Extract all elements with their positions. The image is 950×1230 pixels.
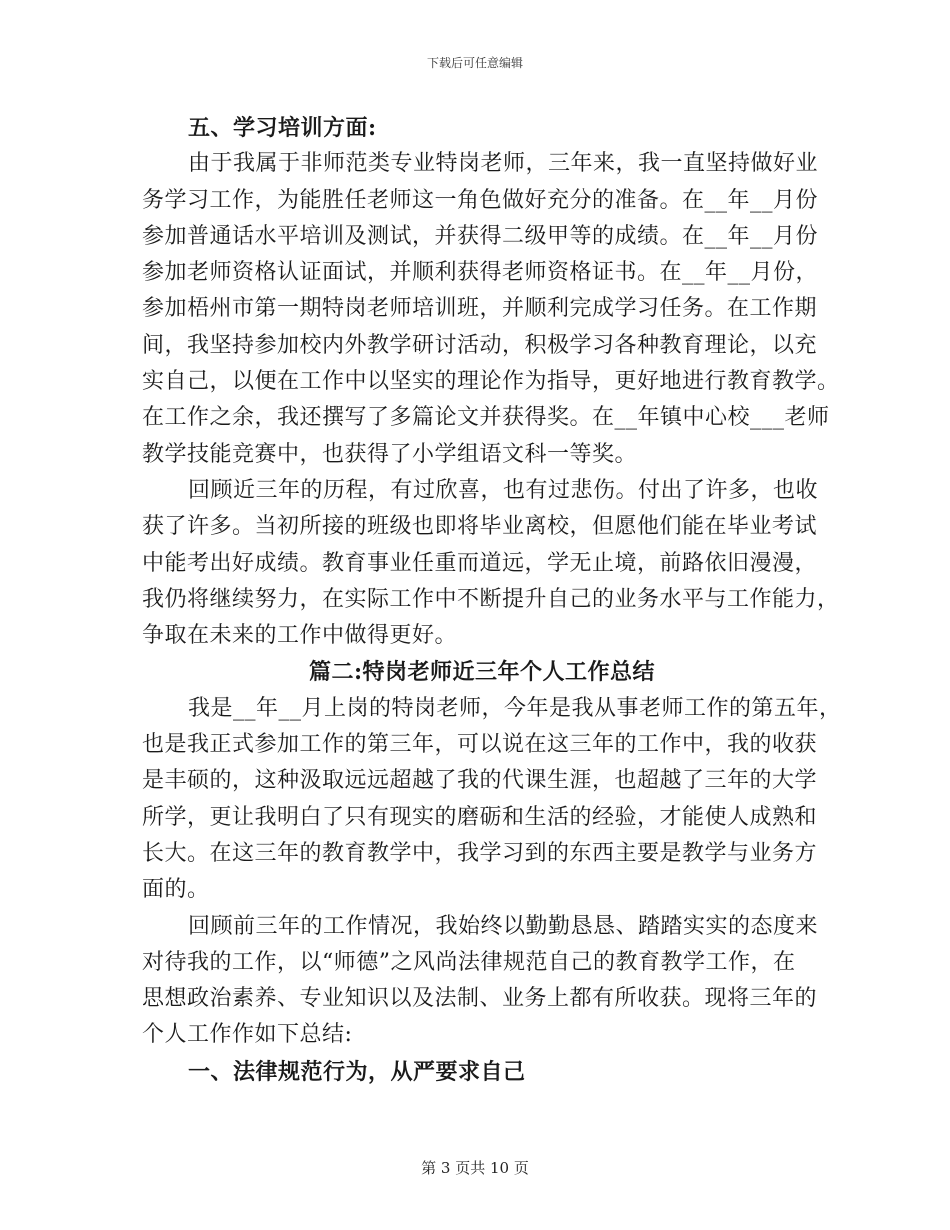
paragraph-line: 间，我坚持参加校内外教学研讨活动，积极学习各种教育理论，以充	[142, 332, 818, 358]
paragraph-line: 是丰硕的，这种汲取远远超越了我的代课生涯，也超越了三年的大学	[142, 768, 818, 794]
paragraph-line: 回顾前三年的工作情况，我始终以勤勤恳恳、踏踏实实的态度来	[188, 913, 819, 939]
section-heading: 五、学习培训方面:	[188, 115, 377, 141]
paragraph-line: 我仍将继续努力，在实际工作中不断提升自己的业务水平与工作能力，	[142, 586, 840, 612]
paragraph-line: 所学，更让我明白了只有现实的磨砺和生活的经验，才能使人成熟和	[142, 804, 818, 830]
section-heading: 一、法律规范行为，从严要求自己	[188, 1058, 526, 1085]
paragraph-line: 对待我的工作，以“师德”之风尚法律规范自己的教育教学工作，在	[142, 949, 796, 975]
page-number-footer: 第 3 页共 10 页	[421, 1159, 529, 1177]
paragraph-line: 面的。	[142, 877, 210, 903]
paragraph-line: 教学技能竞赛中，也获得了小学组语文科一等奖。	[142, 441, 638, 467]
paragraph-line: 由于我属于非师范类专业特岗老师，三年来，我一直坚持做好业	[188, 151, 819, 177]
page-header-note: 下载后可任意编辑	[426, 56, 523, 70]
paragraph-line: 个人工作作如下总结:	[142, 1022, 353, 1048]
paragraph-line: 参加普通话水平培训及测试，并获得二级甲等的成绩。在__年__月份	[142, 223, 819, 249]
paragraph-line: 中能考出好成绩。教育事业任重而道远，学无止境，前路依旧漫漫，	[142, 550, 818, 576]
paragraph-line: 获了许多。当初所接的班级也即将毕业离校，但愿他们能在毕业考试	[142, 514, 818, 540]
paragraph-line: 我是__年__月上岗的特岗老师，今年是我从事老师工作的第五年，	[188, 695, 842, 721]
paragraph-line: 实自己，以便在工作中以坚实的理论作为指导，更好地进行教育教学。	[142, 369, 840, 395]
paragraph-line: 也是我正式参加工作的第三年，可以说在这三年的工作中，我的收获	[142, 732, 818, 758]
document-body	[142, 110, 842, 1090]
paragraph-line: 参加老师资格认证面试，并顺利获得老师资格证书。在__年__月份，	[142, 260, 819, 286]
paragraph-line: 思想政治素养、专业知识以及法制、业务上都有所收获。现将三年的	[142, 986, 818, 1012]
paragraph-line: 回顾近三年的历程，有过欣喜，也有过悲伤。付出了许多，也收	[188, 477, 819, 503]
paragraph-line: 长大。在这三年的教育教学中，我学习到的东西主要是教学与业务方	[142, 840, 818, 866]
paragraph-line: 在工作之余，我还撰写了多篇论文并获得奖。在__年镇中心校___老师	[142, 405, 830, 431]
section-title: 篇二:特岗老师近三年个人工作总结	[308, 659, 656, 686]
paragraph-line: 争取在未来的工作中做得更好。	[142, 623, 458, 649]
paragraph-line: 参加梧州市第一期特岗老师培训班，并顺利完成学习任务。在工作期	[142, 296, 818, 322]
paragraph-line: 务学习工作，为能胜任老师这一角色做好充分的准备。在__年__月份	[142, 187, 819, 213]
